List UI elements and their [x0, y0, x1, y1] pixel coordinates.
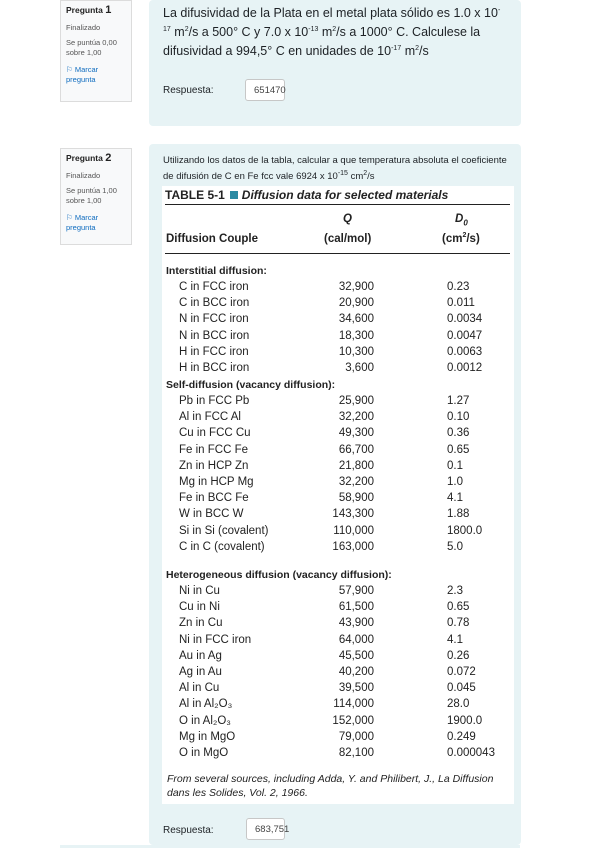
flag-icon: ⚐ [66, 213, 73, 223]
table-row [162, 525, 514, 541]
cell-couple: H in BCC iron [179, 362, 250, 374]
cell-q: 79,000 [338, 730, 374, 743]
q1-text-p1: La difusividad de la Plata en el metal plata sólido es 1.0 x 10 [163, 6, 498, 20]
cell-d0: 0.36 [447, 427, 470, 440]
cell-q: 57,900 [338, 585, 374, 597]
table-row [162, 313, 514, 329]
q1-text-p2: m [170, 25, 185, 39]
cell-couple: Zn in HCP Zn [179, 459, 249, 472]
q2-text-p2: cm [347, 170, 364, 182]
q2-info-panel [60, 148, 132, 245]
table-row [162, 492, 514, 508]
cell-couple: Fe in BCC Fe [179, 492, 249, 505]
cell-q: 25,900 [338, 395, 374, 407]
cell-q: 66,700 [338, 443, 374, 456]
table-row [162, 362, 514, 378]
cell-d0: 0.0012 [447, 362, 483, 374]
cell-couple: Au in Ag [179, 649, 222, 662]
cell-d0: 0.0063 [447, 345, 483, 358]
table-row [162, 427, 514, 443]
q2-flag-line2: pregunta [66, 223, 96, 233]
q1-score-line1: Se puntúa 0,00 [66, 37, 117, 47]
cell-d0: 0.10 [447, 411, 470, 424]
cell-q: 58,900 [338, 492, 374, 505]
cell-couple: Fe in FCC Fe [179, 443, 249, 456]
q1-answer-label: Respuesta: [163, 85, 214, 96]
col-d0-letter: D [455, 213, 464, 225]
cell-couple: Al in FCC Al [179, 411, 241, 424]
q1-text-e4: -13 [308, 25, 319, 33]
table-row [162, 411, 514, 427]
table-row [162, 460, 514, 476]
cell-d0: 1800.0 [447, 524, 483, 537]
cell-couple: Cu in Ni [179, 601, 220, 614]
q2-text-e2: 2 [363, 169, 368, 177]
cell-q: 110,000 [333, 524, 374, 537]
table-row [162, 444, 514, 460]
cell-couple: W in BCC W [179, 508, 244, 521]
cell-couple: Mg in HCP Mg [179, 476, 254, 488]
q2-text-p1: Utilizando los datos de la tabla, calcular a que temperatura absoluta el coeficiente de difusión de C en Fe fcc vale 6924 x 10 [163, 155, 507, 182]
cell-q: 152,000 [332, 714, 374, 727]
q1-text-e2: 17 [163, 25, 171, 33]
cell-q: 45,500 [338, 649, 374, 662]
table-row [162, 585, 514, 601]
cell-d0: 28.0 [447, 698, 470, 711]
q1-flag-line2: pregunta [66, 75, 96, 85]
cell-d0: 0.65 [447, 443, 470, 456]
table-row [162, 617, 514, 633]
cell-couple: Cu in FCC Cu [179, 427, 251, 440]
col-q-symbol: Q [343, 213, 352, 225]
q2-answer-input[interactable]: 683,751 [246, 818, 285, 840]
cell-couple: Al in Al₂O₃ [179, 698, 233, 711]
table-row [162, 508, 514, 524]
cell-q: 18,300 [338, 329, 374, 342]
table-top-rule [165, 204, 510, 205]
table-subtitle: Diffusion data for selected materials [241, 188, 449, 202]
cell-d0: 0.045 [447, 682, 476, 695]
cell-d0: 0.072 [447, 666, 476, 678]
cell-q: 20,900 [338, 297, 374, 310]
q2-question-text [163, 153, 511, 184]
q2-score-line1: Se puntúa 1,00 [66, 185, 117, 195]
cell-d0: 0.26 [447, 649, 470, 662]
cell-q: 49,300 [338, 427, 374, 440]
cell-d0: 1.27 [447, 395, 470, 407]
col-d0-unit-start: (cm [442, 233, 463, 245]
table-row [162, 541, 514, 557]
table-group-heading: Interstitial diffusion: [166, 265, 267, 277]
cell-d0: 2.3 [447, 585, 463, 597]
cell-q: 43,900 [338, 617, 374, 630]
cell-d0: 4.1 [447, 633, 463, 646]
table-row [162, 682, 514, 698]
cell-q: 143,300 [332, 508, 374, 521]
cell-q: 64,000 [338, 633, 374, 646]
table-row [162, 715, 514, 731]
cell-q: 61,500 [338, 601, 374, 614]
cell-d0: 0.78 [447, 617, 470, 630]
table-title-label: TABLE 5-1 [165, 188, 225, 202]
q1-content-box [149, 0, 521, 126]
col-d0-subscript: 0 [463, 218, 468, 228]
cell-d0: 0.011 [447, 297, 475, 310]
q1-text-p4: m [318, 25, 333, 39]
q2-status: Finalizado [66, 170, 101, 180]
q2-text-p3: /s [367, 170, 375, 182]
q2-flag-line1: Marcar [74, 213, 99, 223]
q1-score [66, 38, 126, 58]
cell-couple: C in BCC iron [179, 297, 250, 310]
col-d0-unit [442, 233, 480, 245]
table-row [162, 731, 514, 747]
q1-text-e6: -17 [391, 44, 402, 52]
cell-d0: 0.0034 [447, 313, 483, 326]
cell-q: 32,200 [338, 476, 374, 488]
q1-text-p6: m [401, 44, 416, 58]
cell-q: 39,500 [338, 682, 374, 695]
table-row [162, 330, 514, 346]
cell-d0: 0.0047 [447, 329, 483, 342]
square-icon [230, 191, 238, 199]
col-d0-unit-sup: 2 [462, 232, 467, 240]
table-row [162, 747, 514, 763]
col-diffusion-couple: Diffusion Couple [166, 233, 258, 245]
col-d0-symbol [455, 213, 468, 227]
cell-couple: N in FCC iron [179, 313, 249, 326]
q2-number: 2 [105, 152, 112, 164]
cell-d0: 1.0 [447, 476, 463, 488]
table-header-rule [165, 253, 510, 254]
table-row [162, 650, 514, 666]
cell-q: 21,800 [338, 459, 374, 472]
table-row [162, 346, 514, 362]
q2-title-prefix: Pregunta [66, 153, 103, 163]
cell-q: 10,300 [338, 345, 374, 358]
cell-couple: Ni in FCC iron [179, 633, 252, 646]
cell-couple: C in FCC iron [179, 281, 249, 293]
q1-number: 1 [105, 4, 112, 16]
col-d0-unit-end: /s) [466, 233, 480, 245]
cell-q: 32,900 [338, 281, 374, 293]
cell-couple: Zn in Cu [179, 617, 223, 630]
cell-couple: Pb in FCC Pb [179, 395, 250, 407]
table-row [162, 601, 514, 617]
q2-answer-label: Respuesta: [163, 825, 214, 836]
cell-d0: 4.1 [447, 492, 463, 505]
table-row [162, 297, 514, 313]
q1-title [66, 3, 126, 18]
cell-couple: Si in Si (covalent) [179, 524, 269, 537]
cell-q: 32,200 [338, 411, 374, 424]
q1-text-e1: - [497, 6, 501, 14]
cell-d0: 5.0 [447, 540, 463, 553]
table-group-heading: Heterogeneous diffusion (vacancy diffusion): [166, 569, 392, 581]
cell-d0: 0.000043 [447, 747, 495, 759]
q1-info-panel [60, 0, 132, 102]
table-row [162, 395, 514, 411]
cell-couple: C in C (covalent) [179, 540, 265, 553]
cell-couple: Ni in Cu [179, 585, 220, 597]
q1-text-e7: 2 [415, 44, 420, 52]
q1-question-text [163, 4, 508, 61]
cell-q: 40,200 [338, 666, 374, 678]
table-row [162, 698, 514, 714]
cell-couple: Al in Cu [179, 682, 220, 695]
cell-d0: 1.88 [447, 508, 470, 521]
q1-answer-input[interactable]: 651470 [245, 79, 285, 101]
table-row [162, 634, 514, 650]
cell-q: 82,100 [338, 747, 374, 759]
cell-d0: 0.1 [447, 459, 463, 472]
cell-d0: 1900.0 [447, 714, 483, 727]
cell-couple: H in FCC iron [179, 345, 249, 358]
cell-couple: Mg in MgO [179, 730, 236, 743]
q2-score [66, 186, 126, 206]
cell-q: 34,600 [338, 313, 374, 326]
q1-text-e5: 2 [332, 25, 337, 33]
q1-title-prefix: Pregunta [66, 5, 103, 15]
table-row [162, 476, 514, 492]
table-row [162, 666, 514, 682]
q2-flag-link[interactable] [66, 213, 126, 233]
cell-q: 114,000 [333, 698, 374, 711]
q2-text-e1: -15 [337, 169, 348, 177]
table-row [162, 281, 514, 297]
q1-text-p3: /s a 500° C y 7.0 x 10 [188, 25, 309, 39]
table-title [165, 188, 448, 202]
cell-q: 3,600 [345, 362, 374, 374]
cell-d0: 0.249 [447, 730, 476, 743]
q1-flag-link[interactable] [66, 65, 126, 85]
cell-couple: O in MgO [179, 747, 229, 759]
q1-text-e3: 2 [184, 25, 189, 33]
cell-couple: Ag in Au [179, 666, 222, 678]
q1-text-p7: /s [419, 44, 429, 58]
cell-couple: O in Al₂O₃ [179, 714, 231, 727]
table-source-note: From several sources, including Adda, Y. and Philibert, J., La Diffusion dans les Solides, Vol. 2, 1966. [167, 773, 494, 799]
q1-text-p5: /s a 1000° C. Calculese la difusividad a 994,5° C en unidades de 10 [163, 25, 481, 58]
cell-couple: N in BCC iron [179, 329, 250, 342]
diffusion-data-table [162, 186, 514, 804]
q2-title [66, 151, 126, 166]
q2-score-line2: sobre 1,00 [66, 196, 102, 206]
col-q-unit: (cal/mol) [324, 233, 372, 245]
q1-flag-line1: Marcar [74, 65, 99, 75]
cell-d0: 0.65 [447, 601, 470, 614]
cell-q: 163,000 [332, 540, 374, 553]
q1-score-line2: sobre 1,00 [66, 48, 102, 58]
cell-d0: 0.23 [447, 281, 470, 293]
q1-status: Finalizado [66, 22, 101, 32]
table-group-heading: Self-diffusion (vacancy diffusion): [166, 379, 336, 391]
flag-icon: ⚐ [66, 65, 73, 75]
